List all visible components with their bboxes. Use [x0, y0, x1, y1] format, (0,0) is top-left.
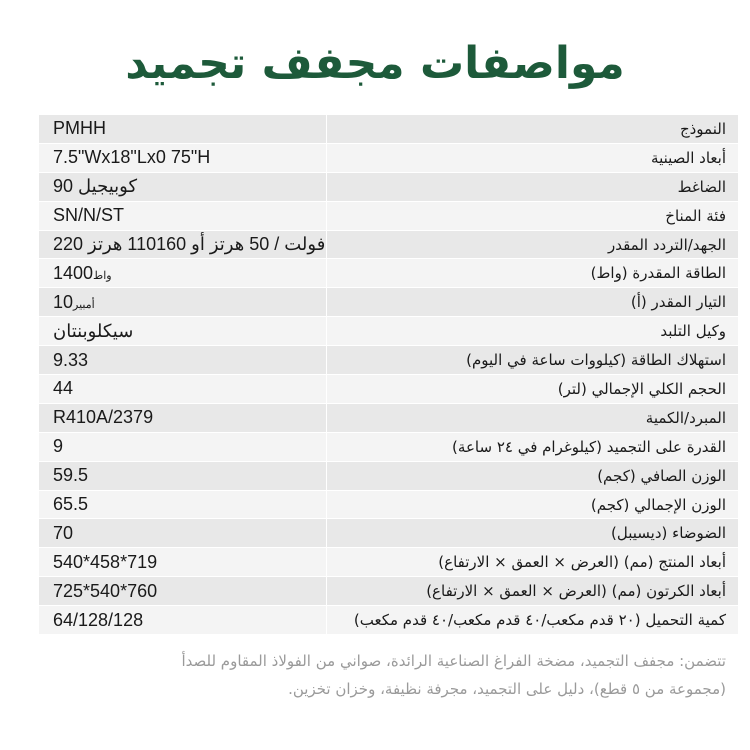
spec-label: المبرد/الكمية — [327, 403, 739, 432]
spec-label: القدرة على التجميد (كيلوغرام في ٢٤ ساعة) — [327, 432, 739, 461]
spec-value — [39, 201, 327, 230]
spec-table-body — [39, 115, 739, 635]
spec-label: الجهد/التردد المقدر — [327, 230, 739, 259]
spec-row — [39, 172, 739, 201]
spec-value-text: 725*540*760 — [53, 580, 158, 601]
spec-value — [39, 317, 327, 346]
spec-value-text: 10 — [53, 291, 74, 312]
spec-label: كمية التحميل (٢٠ قدم مكعب/٤٠ قدم مكعب/٤٠ قدم مكعب) — [327, 606, 739, 635]
spec-row — [39, 403, 739, 432]
spec-label: أبعاد الصينية — [327, 143, 739, 172]
spec-value — [39, 143, 327, 172]
spec-value — [39, 375, 327, 404]
spec-row — [39, 606, 739, 635]
spec-value-text: 64/128/128 — [53, 609, 144, 630]
spec-value — [39, 519, 327, 548]
spec-label: النموذج — [327, 115, 739, 144]
spec-label: الحجم الكلي الإجمالي (لتر) — [327, 375, 739, 404]
spec-value — [39, 403, 327, 432]
spec-value — [39, 288, 327, 317]
spec-value-text: R410A/2379 — [53, 407, 154, 428]
spec-label: أبعاد المنتج (مم) (العرض × العمق × الارتفاع) — [327, 548, 739, 577]
note-line-1: تتضمن: مجفف التجميد، مضخة الفراغ الصناعية الرائدة، صواني من الفولاذ المقاوم للصدأ — [181, 652, 726, 670]
spec-row — [39, 577, 739, 606]
spec-label: الطاقة المقدرة (واط) — [327, 259, 739, 288]
spec-label: أبعاد الكرتون (مم) (العرض × العمق × الارتفاع) — [327, 577, 739, 606]
note-line-2: (مجموعة من ٥ قطع)، دليل على التجميد، مجرفة نظيفة، وخزان تخزين. — [288, 680, 726, 698]
spec-label: الوزن الإجمالي (كجم) — [327, 490, 739, 519]
spec-value-text: 44 — [53, 378, 74, 399]
spec-value — [39, 490, 327, 519]
spec-value — [39, 606, 327, 635]
spec-row — [39, 143, 739, 172]
spec-label: الضوضاء (ديسيبل) — [327, 519, 739, 548]
spec-label: الوزن الصافي (كجم) — [327, 461, 739, 490]
spec-row — [39, 432, 739, 461]
spec-row — [39, 490, 739, 519]
spec-value-text: 7.5"Wx18"Lx0 75"H — [53, 147, 211, 168]
spec-value-text: كوبيجيل 90 — [53, 176, 138, 197]
spec-value-text: 9 — [53, 436, 64, 457]
spec-row — [39, 346, 739, 375]
spec-value — [39, 230, 327, 259]
spec-row — [39, 461, 739, 490]
spec-value — [39, 432, 327, 461]
spec-row — [39, 375, 739, 404]
spec-value-text: 9.33 — [53, 349, 89, 370]
spec-value — [39, 548, 327, 577]
spec-value — [39, 461, 327, 490]
spec-row — [39, 288, 739, 317]
spec-value-text: 1400 — [53, 262, 94, 283]
spec-row — [39, 519, 739, 548]
spec-row — [39, 201, 739, 230]
spec-value-text: PMHH — [53, 118, 106, 139]
spec-row — [39, 259, 739, 288]
spec-value-text: 220 فولت / 50 هرتز أو 110160 هرتز — [53, 234, 326, 254]
spec-label: استهلاك الطاقة (كيلووات ساعة في اليوم) — [327, 346, 739, 375]
spec-label: التيار المقدر (أ) — [327, 288, 739, 317]
spec-row — [39, 230, 739, 259]
spec-value — [39, 577, 327, 606]
spec-value — [39, 346, 327, 375]
spec-value-text: 65.5 — [53, 494, 89, 515]
spec-row — [39, 317, 739, 346]
spec-value-text: 540*458*719 — [53, 551, 158, 572]
spec-row — [39, 115, 739, 144]
spec-value-text: 59.5 — [53, 465, 89, 486]
spec-value — [39, 172, 327, 201]
spec-value — [39, 115, 327, 144]
spec-label: وكيل التلبد — [327, 317, 739, 346]
spec-unit: أمبير — [73, 298, 95, 311]
spec-value — [39, 259, 327, 288]
spec-row — [39, 548, 739, 577]
spec-value-text: سيكلوبنتان — [53, 320, 134, 341]
included-items-note — [24, 647, 726, 703]
spec-value-text: 70 — [53, 522, 74, 543]
spec-label: فئة المناخ — [327, 201, 739, 230]
spec-unit: واط — [93, 269, 112, 282]
spec-table — [38, 114, 739, 635]
spec-label: الضاغط — [327, 172, 739, 201]
page-title: مواصفات مجفف تجميد — [125, 38, 625, 89]
spec-value-text: SN/N/ST — [53, 205, 125, 226]
